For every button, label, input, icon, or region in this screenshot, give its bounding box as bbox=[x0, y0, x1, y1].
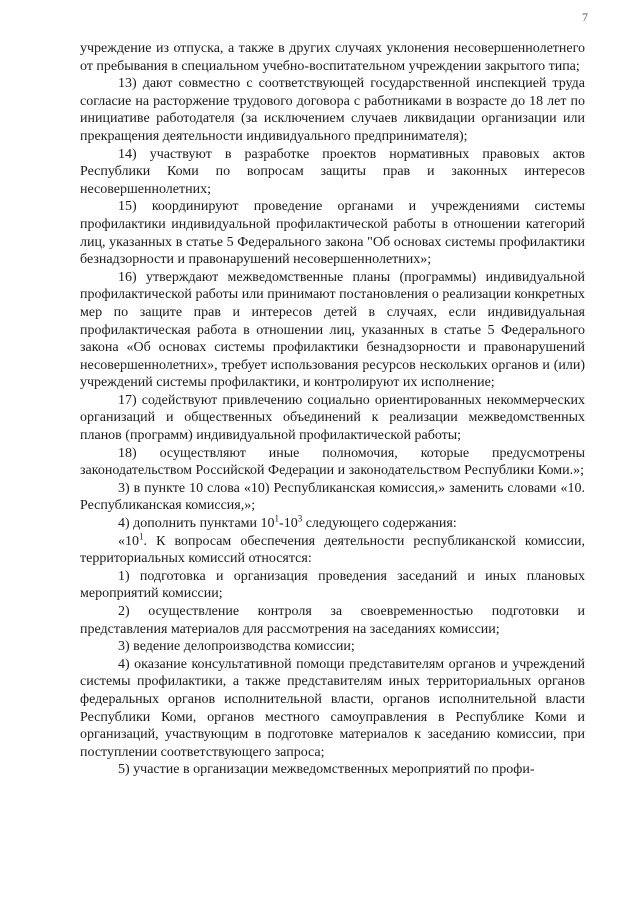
clause-text: . К вопросам обеспечения деятельности республиканской комиссии, территориальных комиссий относятся: bbox=[80, 533, 585, 567]
amendment-4-text: 4) дополнить пунктами 10 bbox=[118, 516, 275, 532]
paragraph-item-18: 18) осуществляют иные полномочия, которые предусмотрены законодательством Российской Федерации и законодательством Республики Коми.»; bbox=[80, 445, 585, 479]
paragraph-amendment-3: 3) в пункте 10 слова «10) Республиканская комиссия,» заменить словами «10. Республиканская комиссия,»; bbox=[80, 480, 585, 514]
paragraph-item-16: 16) утверждают межведомственные планы (программы) индивидуальной профилактической работы или принимают постановления о реализации конкретных мер по защите прав и интересов детей в случаях, если индивидуальная профилактическая работа в отношении лиц, указанных в статье 5 Федерального закона «Об основах системы профилактики безнадзорности и правонарушений несовершеннолетних», требует использования ресурсов нескольких органов и (или) учреждений системы профилактики, и контролируют их исполнение; bbox=[80, 269, 585, 391]
list-item-3: 3) ведение делопроизводства комиссии; bbox=[118, 639, 355, 655]
paragraph-amendment-4 bbox=[80, 515, 585, 533]
page-number: 7 bbox=[582, 10, 588, 24]
paragraph-item-15: 15) координируют проведение органами и учреждениями системы профилактики индивидуальной профилактической работы в отношении категорий лиц, указанных в статье 5 Федерального закона "Об основах системы профилактики безнадзорности и правонарушений несовершеннолетних»; bbox=[80, 199, 585, 268]
list-item-5: 5) участие в организации межведомственных мероприятий по профи- bbox=[118, 762, 535, 778]
paragraph-item-14: 14) участвуют в разработке проектов нормативных правовых актов Республики Коми по вопросам защиты прав и законных интересов несовершеннолетних; bbox=[80, 146, 585, 197]
paragraph-item-13: 13) дают совместно с соответствующей государственной инспекцией труда согласие на расторжение трудового договора с работниками в возрасте до 18 лет по инициативе работодателя (за исключением случаев ликвидации организации или прекращения деятельности индивидуального предпринимателя); bbox=[80, 76, 585, 144]
superscript: 3 bbox=[297, 513, 303, 524]
list-item-1: 1) подготовка и организация проведения заседаний и иных плановых мероприятий комиссии; bbox=[80, 568, 585, 602]
clause-number: «10 bbox=[118, 533, 139, 549]
document-body bbox=[80, 40, 585, 779]
amendment-4-tail: следующего содержания: bbox=[302, 516, 457, 532]
list-item-4: 4) оказание консультативной помощи представителям органов и учреждений системы профилактики, а также представителям иных территориальных органов федеральных органов исполнительной власти, органов исполнительной власти Республики Коми, органов местного самоуправления в Республике Коми и организаций, участвующим в подготовке материалов к заседанию комиссии, при поступлении соответствующего запроса; bbox=[80, 656, 585, 760]
paragraph-item-17: 17) содействуют привлечению социально ориентированных некоммерческих организаций и общественных объединений к реализации межведомственных планов (программ) индивидуальной профилактической работы; bbox=[80, 392, 585, 444]
paragraph-continuation: учреждение из отпуска, а также в других случаях уклонения несовершеннолетнего от пребывания в специальном учебно-воспитательном учреждении закрытого типа; bbox=[80, 41, 585, 74]
list-item-2: 2) осуществление контроля за своевременностью подготовки и представления материалов для рассмотрения на заседаниях комиссии; bbox=[80, 604, 585, 637]
paragraph-clause-10-1 bbox=[80, 530, 585, 568]
superscript: 1 bbox=[274, 513, 280, 524]
superscript: 1 bbox=[139, 530, 144, 541]
amendment-4-range: -10 bbox=[279, 516, 298, 532]
